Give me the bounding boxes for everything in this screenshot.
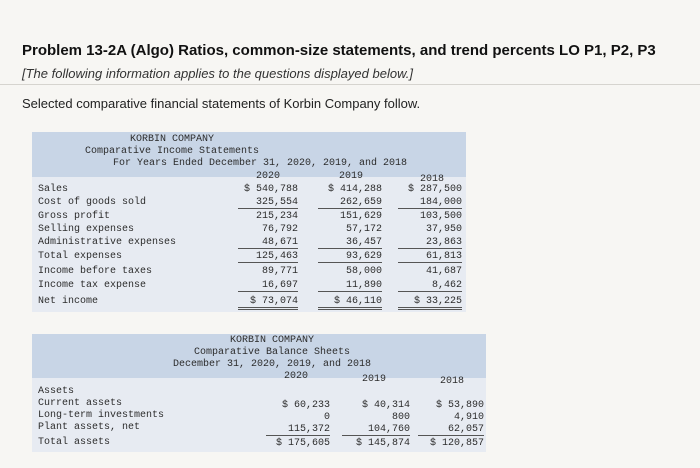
income-statement-table [32,132,466,312]
row-value: 57,172 [345,224,382,235]
row-value: 41,687 [425,266,462,277]
balance-sheet-table [32,334,486,452]
balance-year-2019: 2019 [361,374,386,385]
income-statement-name: Comparative Income Statements [84,146,260,157]
row-value: 800 [391,412,410,423]
row-value: 103,500 [419,211,462,222]
row-value: 62,057 [418,424,484,436]
row-value: 36,457 [318,237,382,249]
income-year-2020: 2020 [255,171,280,182]
row-value: 61,813 [398,251,462,263]
row-value: 151,629 [339,211,382,222]
row-label: Gross profit [38,211,111,222]
balance-sheet-period: December 31, 2020, 2019, and 2018 [172,359,372,370]
row-value: 104,760 [342,424,410,436]
row-value: 0 [323,412,330,423]
row-value: 262,659 [318,197,382,209]
income-year-2018: 2018 [419,174,444,185]
row-value: 48,671 [238,237,298,249]
row-value: $ 540,788 [243,184,298,195]
row-label: Current assets [38,398,123,409]
row-value: 184,000 [398,197,462,209]
balance-sheet-name: Comparative Balance Sheets [193,347,351,358]
row-label: Plant assets, net [38,422,141,433]
row-label: Total expenses [38,251,123,262]
problem-intro: Selected comparative financial statements of Korbin Company follow. [22,96,421,111]
income-year-2019: 2019 [338,171,363,182]
row-value: $ 120,857 [429,438,484,449]
row-value: 4,910 [453,412,484,423]
row-value: 23,863 [398,237,462,249]
row-label: Total assets [38,437,111,448]
balance-company-name: KORBIN COMPANY [229,335,314,346]
row-label: Income before taxes [38,266,153,277]
row-value: $ 46,110 [318,296,382,310]
row-value: 125,463 [238,251,298,263]
row-value: 76,792 [261,224,298,235]
row-value: 16,697 [238,280,298,292]
income-company-name: KORBIN COMPANY [129,134,214,145]
row-label: Long-term investments [38,410,165,421]
row-value: $ 73,074 [238,296,298,310]
row-label: Income tax expense [38,280,147,291]
income-statement-period: For Years Ended December 31, 2020, 2019, and 2018 [112,158,408,169]
assets-section-label: Assets [38,386,75,397]
row-label: Administrative expenses [38,237,177,248]
row-value: 115,372 [266,424,330,436]
row-value: $ 33,225 [398,296,462,310]
divider [0,84,700,85]
row-value: 8,462 [398,280,462,292]
row-value: 215,234 [255,211,298,222]
row-label: Sales [38,184,69,195]
row-value: 37,950 [425,224,462,235]
problem-note: [The following information applies to the questions displayed below.] [22,66,413,81]
row-value: $ 60,233 [281,400,330,411]
row-value: $ 145,874 [355,438,410,449]
row-label: Cost of goods sold [38,197,147,208]
row-value: $ 287,500 [407,184,462,195]
row-label: Selling expenses [38,224,135,235]
row-label: Net income [38,296,99,307]
row-value: $ 53,890 [435,400,484,411]
row-value: 325,554 [238,197,298,209]
row-value: 11,890 [318,280,382,292]
row-value: 89,771 [261,266,298,277]
row-value: $ 40,314 [361,400,410,411]
balance-year-2020: 2020 [283,371,308,382]
row-value: $ 175,605 [275,438,330,449]
row-value: 58,000 [345,266,382,277]
row-value: $ 414,288 [327,184,382,195]
balance-year-2018: 2018 [439,376,464,387]
problem-title: Problem 13-2A (Algo) Ratios, common-size statements, and trend percents LO P1, P2, P3 [22,42,656,59]
row-value: 93,629 [318,251,382,263]
